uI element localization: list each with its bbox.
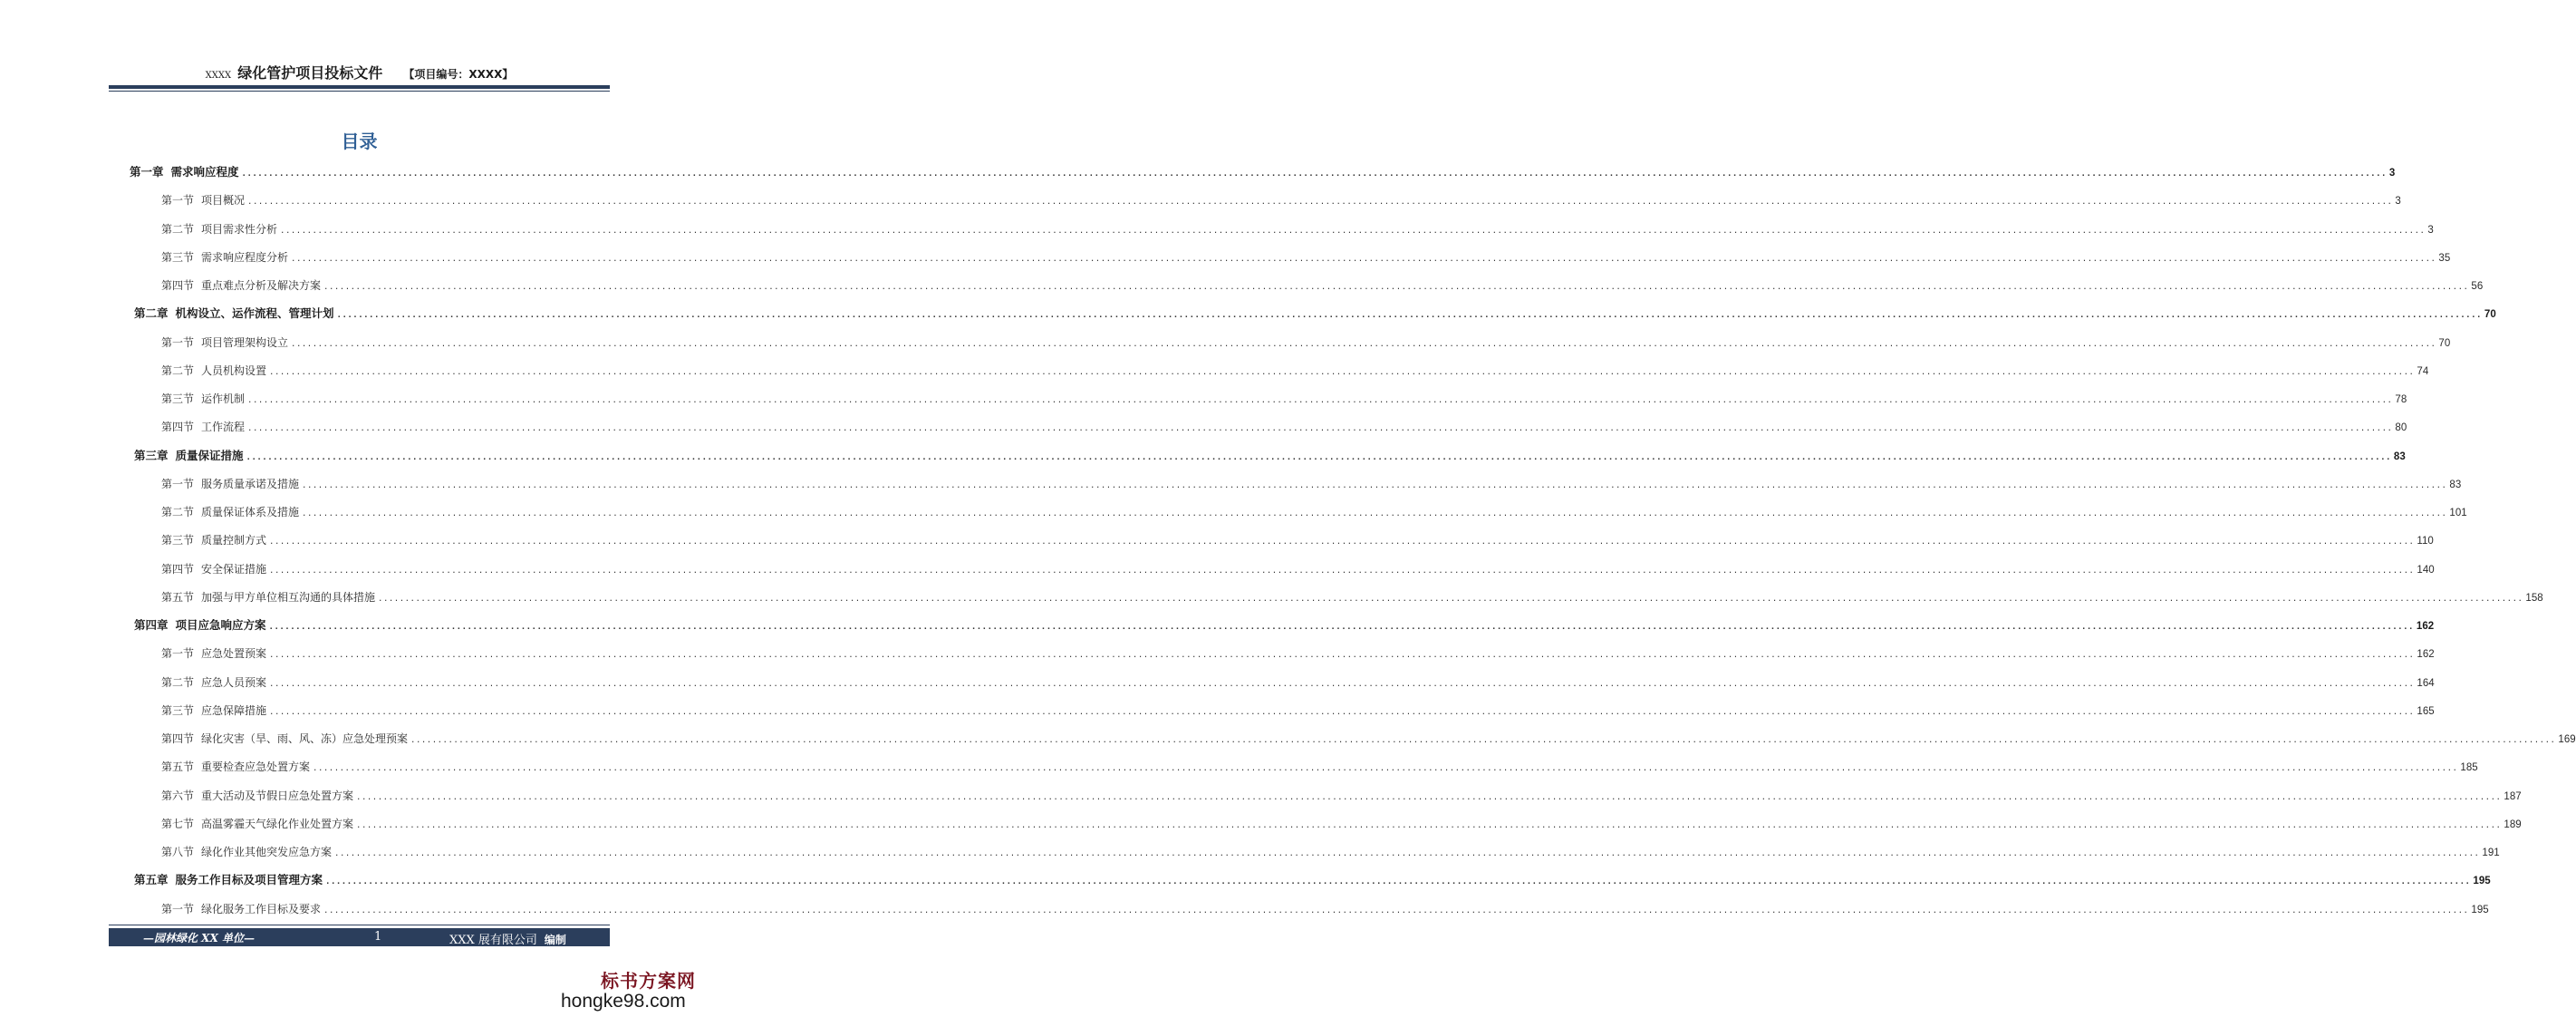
toc-title: 目录 [341,131,378,152]
toc-section-entry[interactable] [161,362,2429,380]
toc-entry-label [161,815,353,833]
toc-entry-page: 162 [2416,621,2435,632]
toc-dot-leader: ................................................................................................................................................................................................................................................................................................................................................................................................................ [356,820,2502,830]
toc-entry-label [161,475,299,493]
toc-entry-page: 164 [2417,677,2435,689]
toc-entry-page: 165 [2417,705,2435,717]
toc-entry-title: 服务工作目标及项目管理方案 [175,873,323,887]
toc-entry-number: 第三节 [161,250,195,264]
header-title: 绿化管护项目投标文件 [237,64,383,82]
toc-section-entry[interactable] [161,531,2434,549]
toc-dot-leader: ................................................................................................................................................................................................................................................................................................................................................................................................................ [247,424,2393,434]
toc-entry-number: 第三节 [161,392,195,405]
toc-entry-title: 人员机构设置 [201,363,267,377]
toc-entry-label [161,248,288,266]
toc-dot-leader: ................................................................................................................................................................................................................................................................................................................................................................................................................ [247,198,2393,208]
toc-entry-page: 70 [2484,309,2496,321]
toc-entry-page: 83 [2449,479,2462,490]
toc-entry-page: 3 [2427,224,2434,236]
toc-entry-page: 189 [2504,818,2522,830]
toc-section-entry[interactable] [161,900,2489,918]
toc-entry-label [161,334,288,352]
toc-entry-number: 第二节 [161,675,195,689]
toc-entry-label [161,588,375,606]
toc-entry-title: 安全保证措施 [201,562,267,576]
footer-compiled: 编制 [544,934,566,946]
toc-entry-title: 绿化服务工作目标及要求 [201,902,322,915]
header-prefix: XXXX [205,71,232,81]
toc-dot-leader: ................................................................................................................................................................................................................................................................................................................................................................................................................ [378,594,2523,604]
toc-dot-leader: ................................................................................................................................................................................................................................................................................................................................................................................................................ [302,509,2447,518]
toc-entry-label [161,390,245,408]
toc-entry-number: 第八节 [161,846,195,858]
toc-section-entry[interactable] [161,843,2500,861]
toc-chapter-entry[interactable] [130,163,2396,181]
toc-entry-number: 第七节 [161,817,195,830]
toc-entry-number: 第五章 [134,873,169,887]
toc-section-entry[interactable] [161,276,2484,295]
toc-entry-label [161,730,408,748]
toc-entry-page: 158 [2525,592,2543,604]
toc-dot-leader: ................................................................................................................................................................................................................................................................................................................................................................................................................ [334,849,2480,858]
toc-section-entry[interactable] [161,560,2435,578]
toc-dot-leader: ................................................................................................................................................................................................................................................................................................................................................................................................................ [269,707,2415,717]
toc-section-entry[interactable] [161,702,2435,720]
toc-entry-page: 162 [2417,649,2435,661]
toc-dot-leader: ................................................................................................................................................................................................................................................................................................................................................................................................................ [302,480,2447,490]
toc-entry-number: 第一章 [130,165,164,179]
toc-entry-page: 3 [2395,196,2401,208]
toc-entry-title: 项目需求性分析 [201,222,278,236]
toc-dot-leader: ................................................................................................................................................................................................................................................................................................................................................................................................................ [410,736,2556,745]
toc-entry-title: 运作机制 [201,392,246,405]
toc-entry-title: 质量保证体系及措施 [201,506,300,518]
toc-entry-label [134,616,266,634]
toc-dot-leader: ................................................................................................................................................................................................................................................................................................................................................................................................................ [291,339,2436,349]
toc-dot-leader: ................................................................................................................................................................................................................................................................................................................................................................................................................ [313,764,2458,774]
toc-entry-label [134,871,323,889]
toc-dot-leader: ................................................................................................................................................................................................................................................................................................................................................................................................................ [323,283,2469,292]
toc-entry-title: 质量保证措施 [175,448,244,462]
toc-entry-number: 第二章 [134,306,169,321]
toc-entry-label [161,276,321,295]
toc-dot-leader: ................................................................................................................................................................................................................................................................................................................................................................................................................ [280,226,2426,236]
toc-entry-page: 3 [2388,168,2396,179]
toc-entry-page: 187 [2504,790,2522,802]
toc-entry-page: 35 [2438,252,2451,264]
toc-entry-page: 140 [2417,564,2435,576]
toc-entry-title: 绿化灾害（旱、雨、风、冻）应急处理预案 [201,732,409,745]
toc-dot-leader: ................................................................................................................................................................................................................................................................................................................................................................................................................ [269,367,2415,377]
toc-entry-number: 第二节 [161,506,195,518]
toc-entry-title: 应急保障措施 [201,703,267,717]
toc-entry-page: 169 [2558,734,2576,745]
toc-section-entry[interactable] [161,673,2435,692]
toc-entry-label [161,503,299,521]
toc-entry-label [130,163,239,181]
toc-section-entry[interactable] [161,334,2451,352]
toc-dot-leader: ................................................................................................................................................................................................................................................................................................................................................................................................................ [241,170,2387,179]
toc-entry-title: 高温雾霾天气绿化作业处置方案 [201,817,354,830]
toc-entry-title: 应急人员预案 [201,675,267,689]
toc-entry-title: 重点难点分析及解决方案 [201,279,322,292]
toc-entry-number: 第二节 [161,363,195,377]
toc-entry-number: 第一节 [161,194,195,208]
toc-entry-title: 服务质量承诺及措施 [201,477,300,490]
toc-entry-title: 重要检查应急处置方案 [201,760,311,774]
footer-company: XXX 展有限公司 [449,934,537,947]
footer-page-number: 1 [374,930,382,944]
toc-entry-page: 74 [2417,365,2429,377]
toc-section-entry[interactable] [161,418,2407,436]
toc-entry-number: 第五节 [161,590,195,604]
footer-company-block [449,930,566,947]
toc-entry-page: 195 [2471,904,2489,915]
toc-chapter-entry[interactable] [134,305,2496,323]
toc-entry-number: 第一节 [161,477,195,490]
toc-entry-label [161,673,266,692]
toc-entry-number: 第一节 [161,902,195,915]
toc-section-entry[interactable] [161,390,2407,408]
toc-entry-number: 第六节 [161,789,195,802]
toc-entry-title: 项目概况 [201,194,246,208]
toc-entry-label [161,531,266,549]
toc-entry-number: 第四节 [161,562,195,576]
toc-dot-leader: ................................................................................................................................................................................................................................................................................................................................................................................................................ [291,254,2436,264]
toc-entry-label [161,900,321,918]
toc-entry-page: 80 [2395,422,2407,434]
toc-section-entry[interactable] [161,730,2576,748]
toc-entry-label [161,758,310,776]
toc-entry-page: 185 [2460,762,2478,774]
toc-dot-leader: ................................................................................................................................................................................................................................................................................................................................................................................................................ [356,792,2502,802]
toc-dot-leader: ................................................................................................................................................................................................................................................................................................................................................................................................................ [247,396,2393,405]
toc-dot-leader: ................................................................................................................................................................................................................................................................................................................................................................................................................ [325,877,2471,887]
toc-entry-title: 项目管理架构设立 [201,335,289,349]
toc-entry-number: 第一节 [161,647,195,661]
toc-entry-number: 第三节 [161,534,195,547]
toc-entry-title: 需求响应程度 [170,165,239,179]
toc-section-entry[interactable] [161,787,2522,805]
toc-entry-label [161,787,353,805]
toc-entry-label [161,220,277,238]
toc-section-entry[interactable] [161,758,2478,776]
toc-entry-number: 第四节 [161,732,195,745]
toc-entry-title: 加强与甲方单位相互沟通的具体措施 [201,590,376,604]
header-rule-thin [109,91,610,92]
toc-dot-leader: ................................................................................................................................................................................................................................................................................................................................................................................................................ [268,623,2414,632]
toc-entry-page: 56 [2471,281,2484,292]
toc-entry-number: 第三章 [134,448,169,462]
toc-entry-label [161,644,266,663]
toc-entry-title: 工作流程 [201,421,246,434]
toc-section-entry[interactable] [161,644,2435,663]
toc-entry-page: 83 [2393,450,2406,462]
toc-entry-label [134,305,334,323]
toc-section-entry[interactable] [161,475,2462,493]
toc-dot-leader: ................................................................................................................................................................................................................................................................................................................................................................................................................ [323,906,2469,915]
toc-entry-label [161,702,266,720]
toc-entry-title: 需求响应程度分析 [201,250,289,264]
toc-entry-page: 70 [2438,337,2451,349]
toc-section-entry[interactable] [161,815,2522,833]
toc-entry-title: 机构设立、运作流程、管理计划 [175,306,334,321]
toc-dot-leader: ................................................................................................................................................................................................................................................................................................................................................................................................................ [269,651,2415,661]
toc-entry-page: 195 [2473,876,2491,887]
toc-entry-label [134,447,244,465]
toc-chapter-entry[interactable] [134,871,2491,889]
watermark-site-url: hongke98.com [561,991,686,1012]
toc-entry-number: 第五节 [161,760,195,774]
toc-section-entry[interactable] [161,220,2434,238]
toc-dot-leader: ................................................................................................................................................................................................................................................................................................................................................................................................................ [246,452,2391,462]
toc-entry-page: 78 [2395,394,2407,405]
toc-dot-leader: ................................................................................................................................................................................................................................................................................................................................................................................................................ [336,311,2482,321]
toc-entry-number: 第四节 [161,421,195,434]
toc-dot-leader: ................................................................................................................................................................................................................................................................................................................................................................................................................ [269,538,2415,547]
toc-entry-page: 110 [2417,536,2434,547]
toc-entry-page: 101 [2449,508,2467,518]
toc-entry-title: 质量控制方式 [201,534,267,547]
toc-entry-label [161,560,266,578]
watermark-site-name: 标书方案网 [601,970,696,992]
toc-chapter-entry[interactable] [134,447,2406,465]
toc-entry-label [161,362,266,380]
toc-entry-number: 第二节 [161,222,195,236]
toc-entry-number: 第四节 [161,279,195,292]
toc-entry-label [161,843,332,861]
toc-dot-leader: ................................................................................................................................................................................................................................................................................................................................................................................................................ [269,566,2415,576]
toc-entry-title: 项目应急响应方案 [175,618,266,632]
toc-entry-page: 191 [2482,848,2500,858]
toc-entry-label [161,191,245,209]
footer-organization: —园林绿化 XX 单位— [143,932,255,944]
toc-section-entry[interactable] [161,588,2543,606]
toc-entry-title: 绿化作业其他突发应急方案 [201,846,333,858]
page-footer [109,928,610,946]
toc-section-entry[interactable] [161,503,2467,521]
toc-entry-label [161,418,245,436]
toc-section-entry[interactable] [161,248,2451,266]
toc-entry-title: 应急处置预案 [201,647,267,661]
page-header [109,63,610,83]
toc-section-entry[interactable] [161,191,2401,209]
header-rule-thick [109,85,610,89]
toc-chapter-entry[interactable] [134,616,2435,634]
toc-entry-number: 第三节 [161,703,195,717]
toc-dot-leader: ................................................................................................................................................................................................................................................................................................................................................................................................................ [269,679,2415,689]
toc-entry-number: 第四章 [134,618,169,632]
header-project-code: 【项目编号：XXXX】 [403,68,514,81]
toc-entry-number: 第一节 [161,335,195,349]
toc-entry-title: 重大活动及节假日应急处置方案 [201,789,354,802]
